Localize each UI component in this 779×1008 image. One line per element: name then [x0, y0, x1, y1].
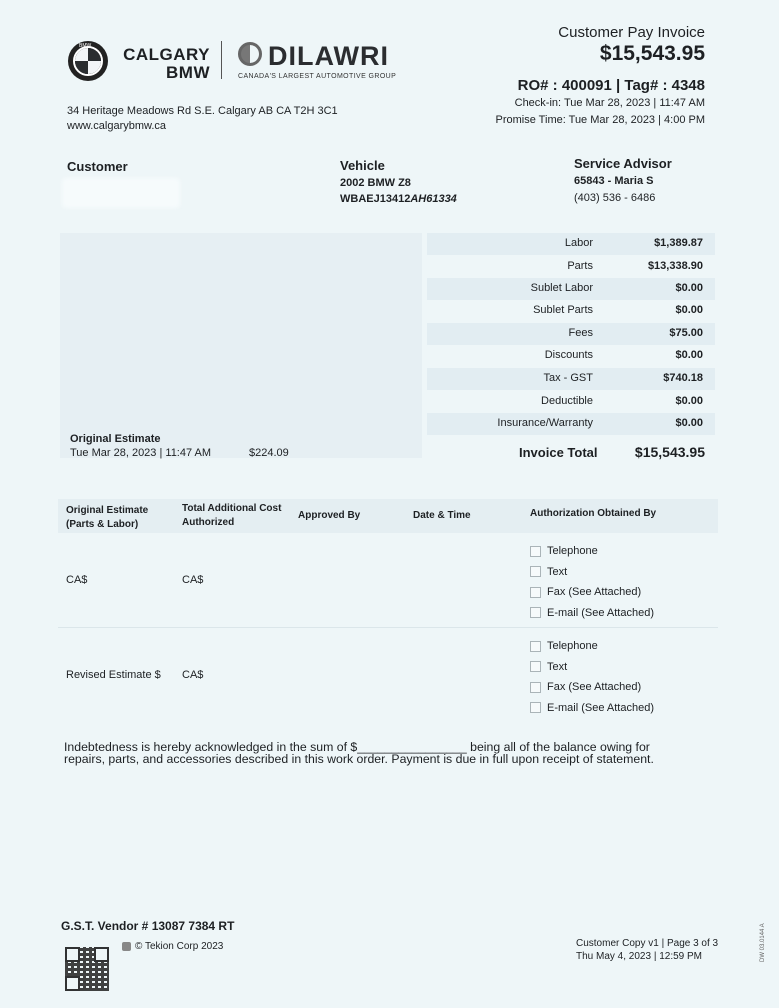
auth-row-divider	[58, 627, 718, 628]
totals-label: Sublet Parts	[533, 304, 593, 316]
auth-row2-additional: CA$	[182, 669, 204, 681]
option-text[interactable]	[530, 657, 654, 678]
tekion-icon	[122, 942, 131, 951]
auth-col-original	[66, 504, 148, 532]
option-label: Telephone	[547, 545, 598, 557]
gst-vendor-number: G.S.T. Vendor # 13087 7384 RT	[61, 919, 235, 933]
invoice-amount: $15,543.95	[599, 42, 705, 65]
auth-col-datetime: Date & Time	[413, 510, 471, 521]
original-estimate-amount: $224.09	[249, 447, 289, 459]
dilawri-mark-icon	[238, 42, 262, 66]
checkbox[interactable]	[530, 702, 541, 713]
bmw-badge-text: BMW	[79, 43, 92, 49]
checkin-time: Check-in: Tue Mar 28, 2023 | 11:47 AM	[514, 97, 705, 109]
auth-col-original-line1: Original Estimate	[66, 505, 149, 516]
vehicle-model: 2002 BMW Z8	[340, 177, 411, 189]
auth-row2-revised: Revised Estimate $	[66, 669, 161, 681]
option-label: Text	[547, 565, 568, 578]
indebtedness-statement	[64, 741, 724, 765]
totals-value: $13,338.90	[647, 260, 703, 272]
ro-tag: RO# : 400091 | Tag# : 4348	[517, 77, 705, 94]
original-estimate-datetime: Tue Mar 28, 2023 | 11:47 AM	[70, 447, 212, 459]
auth-row1-original: CA$	[66, 574, 88, 586]
totals-value: $0.00	[675, 304, 703, 316]
checkbox[interactable]	[530, 546, 541, 557]
auth-col-original-line2: (Parts & Labor)	[66, 519, 139, 530]
totals-label: Tax - GST	[543, 372, 593, 384]
auth-col-approved: Approved By	[298, 510, 361, 521]
dealer-address: 34 Heritage Meadows Rd S.E. Calgary AB CA T2H 3C1	[67, 105, 338, 117]
totals-label: Deductible	[541, 395, 593, 407]
totals-label: Discounts	[544, 349, 593, 361]
totals-row-tax	[427, 368, 715, 390]
totals-row-parts	[427, 256, 715, 278]
customer-redacted	[62, 178, 180, 208]
option-label: Fax (See Attached)	[547, 681, 642, 693]
auth-row1-additional: CA$	[182, 574, 204, 586]
vin-suffix: AH61334	[410, 193, 457, 205]
brand-line-1: CALGARY	[123, 45, 210, 64]
customer-copy-page: Customer Copy v1 | Page 3 of 3	[576, 938, 719, 949]
auth-options-row1	[530, 541, 654, 623]
customer-label: Customer	[67, 159, 128, 174]
qr-code-icon	[65, 947, 109, 991]
dealer-website[interactable]: www.calgarybmw.ca	[67, 120, 167, 132]
dilawri-name: DILAWRI	[268, 41, 389, 71]
totals-value: $0.00	[675, 417, 703, 429]
copyright: © Tekion Corp 2023	[135, 941, 224, 952]
dilawri-tagline: CANADA'S LARGEST AUTOMOTIVE GROUP	[238, 73, 397, 80]
totals-label: Labor	[564, 237, 593, 249]
option-fax[interactable]	[530, 677, 654, 698]
printed-datetime: Thu May 4, 2023 | 12:59 PM	[576, 951, 703, 962]
promise-time: Promise Time: Tue Mar 28, 2023 | 4:00 PM	[495, 114, 705, 126]
totals-value: $740.18	[663, 372, 703, 384]
advisor-label: Service Advisor	[574, 156, 672, 171]
totals-label: Fees	[568, 327, 593, 339]
totals-table	[427, 233, 717, 463]
option-telephone[interactable]	[530, 541, 654, 562]
dealer-brand	[118, 46, 210, 82]
option-fax[interactable]	[530, 582, 654, 603]
totals-value: $0.00	[675, 282, 703, 294]
bmw-roundel-icon	[73, 46, 103, 76]
option-label: Telephone	[547, 640, 598, 652]
totals-label: Sublet Labor	[530, 282, 593, 294]
option-label: E-mail (See Attached)	[547, 701, 654, 714]
auth-col-additional-line2: Authorized	[182, 517, 235, 528]
original-estimate-label: Original Estimate	[70, 433, 161, 445]
invoice-title: Customer Pay Invoice	[558, 24, 705, 41]
checkbox[interactable]	[530, 682, 541, 693]
totals-row-deductible	[427, 391, 715, 413]
checkbox[interactable]	[530, 661, 541, 672]
totals-row-fees	[427, 323, 715, 345]
vin-prefix: WBAEJ13412	[340, 193, 411, 205]
totals-value: $75.00	[669, 327, 703, 339]
option-label: E-mail (See Attached)	[547, 606, 654, 619]
option-email[interactable]	[530, 698, 654, 719]
totals-row-labor	[427, 233, 715, 255]
auth-options-row2	[530, 636, 654, 718]
totals-value: $0.00	[675, 395, 703, 407]
option-label: Fax (See Attached)	[547, 586, 642, 598]
checkbox[interactable]	[530, 641, 541, 652]
statement-line-1: Indebtedness is hereby acknowledged in the sum of $________________ being all of the balance owing for	[64, 740, 650, 754]
footer-page-info	[576, 937, 718, 963]
checkbox[interactable]	[530, 607, 541, 618]
auth-col-additional-line1: Total Additional Cost	[182, 503, 282, 514]
totals-row-discounts	[427, 345, 715, 367]
option-text[interactable]	[530, 562, 654, 583]
option-email[interactable]	[530, 603, 654, 624]
totals-label: Insurance/Warranty	[497, 417, 593, 429]
auth-col-obtained: Authorization Obtained By	[530, 508, 657, 519]
checkbox[interactable]	[530, 566, 541, 577]
invoice-total-value: $15,543.95	[634, 444, 705, 460]
totals-row-sublet-labor	[427, 278, 715, 300]
logo-divider	[221, 41, 222, 79]
form-code: DW 03.0144 A	[760, 923, 766, 962]
option-telephone[interactable]	[530, 636, 654, 657]
totals-row-sublet-parts	[427, 300, 715, 322]
advisor-name: 65843 - Maria S	[574, 175, 654, 187]
option-label: Text	[547, 660, 568, 673]
totals-row-insurance	[427, 413, 715, 435]
totals-value: $1,389.87	[654, 237, 703, 249]
brand-line-2: BMW	[166, 63, 210, 82]
totals-value: $0.00	[675, 349, 703, 361]
checkbox[interactable]	[530, 587, 541, 598]
advisor-phone: (403) 536 - 6486	[574, 192, 656, 204]
vehicle-label: Vehicle	[340, 158, 385, 173]
vehicle-vin	[340, 193, 457, 205]
totals-label: Parts	[567, 260, 593, 272]
invoice-total-label: Invoice Total	[519, 445, 598, 460]
auth-col-additional	[182, 502, 281, 530]
statement-line-2: repairs, parts, and accessories described in this work order. Payment is due in full upon receipt of statement.	[64, 752, 654, 766]
left-summary-panel	[60, 233, 422, 458]
